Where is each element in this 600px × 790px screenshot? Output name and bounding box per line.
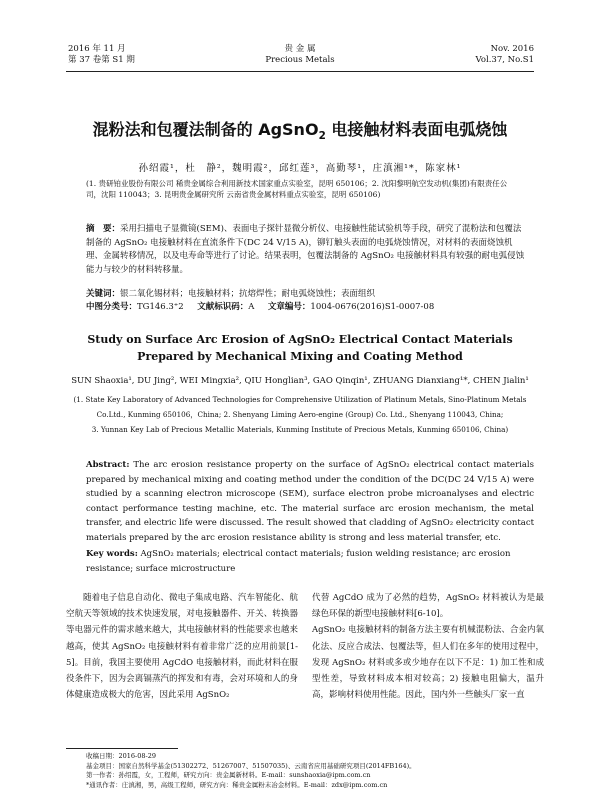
body-column-left: 随着电子信息自动化、微电子集成电路、汽车智能化、航空航天等领域的技术快速发展，对电接触器件、开关、转换器等电器元件的需求越来越大，其电接触材料的性能要求也越来越高，使其 AgSnO₂ 电接触材料有着非常广泛的应用前景[1-5]。目前，我国主要使用 AgCdO 电接触材料，而此材料在服役条件下，因为会离镉蒸汽的挥发和有毒，会对环境和人的身体健康造成极大的危害，因此采用 AgSnO₂ (66, 593, 298, 701)
journal-date: 2016 年 11 月 第 37 卷第 S1 期 (68, 44, 135, 65)
classification-cn: 中图分类号：TG146.3⁺2 文献标识码：A 文章编号：1004-0676(2016)S1-0007-08 (86, 302, 435, 312)
abstract-en: Abstract: The arc erosion resistance property on the surface of AgSnO₂ electrical contact materials prepared by mechanical mixing and coating method under the condition of the DC(DC 24 V/15 A) were studied by a scanning electron microscope (SEM), surface electron probe microanalyses and electric contact performance testing machine, etc. The material surface arc erosion mechanism, the metal transfer, and electric life were discussed. The result showed that cladding of AgSnO₂ electricity contact materials prepared by the arc erosion resistance ability is strong and less material transfer, etc. (86, 460, 534, 543)
authors-en: SUN Shaoxia¹, DU Jing², WEI Mingxia², QIU Honglian³, GAO Qinqin¹, ZHUANG Dianxiang¹*, CHEN Jialin¹ (71, 376, 529, 386)
keywords-cn: 关键词：银二氧化锡材料；电接触材料；抗熔焊性；耐电弧烧蚀性；表面组织 (86, 289, 376, 299)
footnote-divider (66, 748, 178, 749)
paper-title-en: Study on Surface Arc Erosion of AgSnO₂ Electrical Contact Materials Prepared by Mechanical Mixing and Coating Method (87, 333, 513, 363)
footnotes: 收稿日期：2016-08-29 基金项目：国家自然科学基金(51302272、51267007、51507035)、云南省应用基础研究项目(2014FB164)。 第一作者：孙绍霞，女，工程师，研究方向：贵金属新材料。E-mail：sunshaoxia@ipm.com.cn *通讯作者：庄滇湘，男，高级工程师，研究方向：稀贵金属粉末冶金材料。E-mail：zdx@ipm.com.cn (86, 752, 416, 789)
abstract-cn: 摘 要：采用扫描电子显微镜(SEM)、表面电子探针显微分析仪、电接触性能试验机等手段，研究了混粉法和包覆法制备的 AgSnO₂ 电接触材料在直流条件下(DC 24 V/15 A)，铆钉触头表面的电弧烧蚀情况，对材料的表面烧蚀机理、金属转移情况，以及电寿命等进行了讨论。结果表明，包覆法制备的 AgSnO₂ 电接触材料具有较强的耐电弧侵蚀能力与较少的材料转移量。 (86, 224, 525, 275)
affiliation-en: (1. State Key Laboratory of Advanced Technologies for Comprehensive Utilization of Platinum Metals, Sino-Platinum Metals Co.Ltd., Kunming 650106，China; 2. Shenyang Liming Aero-engine (Group) Co. Ltd., Shenyang 110043, China; 3. Yunnan Key Lab of Precious Metallic Materials, Kunming Institute of Precious Metals, Kunming 650106, China) (73, 395, 527, 434)
keywords-en: Key words: AgSnO₂ materials; electrical contact materials; fusion welding resistance; arc erosion resistance; surface microstructure (86, 549, 511, 574)
affiliation-cn: (1. 贵研铂业股份有限公司 稀贵金属综合利用新技术国家重点实验室，昆明 650106；2. 沈阳黎明航空发动机(集团)有限责任公司，沈阳 110043；3. 昆明贵金属研究所 云南省贵金属材料重点实验室，昆明 650106) (86, 179, 508, 199)
journal-name: 贵 金 属 Precious Metals (265, 44, 335, 65)
paper-title-cn: 混粉法和包覆法制备的 AgSnO$_2$ 电接触材料表面电弧烧蚀 (92, 120, 508, 143)
body-column-right: 代替 AgCdO 成为了必然的趋势，AgSnO₂ 材料被认为是最绿色环保的新型电接触材料[6-10]。 AgSnO₂ 电接触材料的制备方法主要有机械混粉法、合金内氧化法、反应合成法、包覆法等，但人们在多年的使用过程中，发现 AgSnO₂ 材料或多或少地存在以下不足：1) 加工性和成型性差，导致材料成本相对较高；2) 接触电阻偏大，温升高，影响材料使用性能。因此，国内外一些触头厂家一直 (312, 593, 544, 701)
authors-cn: 孙绍霞¹，杜 静²，魏明霞²，邱红莲³，高勤琴¹，庄滇湘¹*，陈家林¹ (138, 163, 462, 174)
header-divider (66, 71, 534, 72)
journal-volume: Nov. 2016 Vol.37, No.S1 (475, 44, 534, 65)
